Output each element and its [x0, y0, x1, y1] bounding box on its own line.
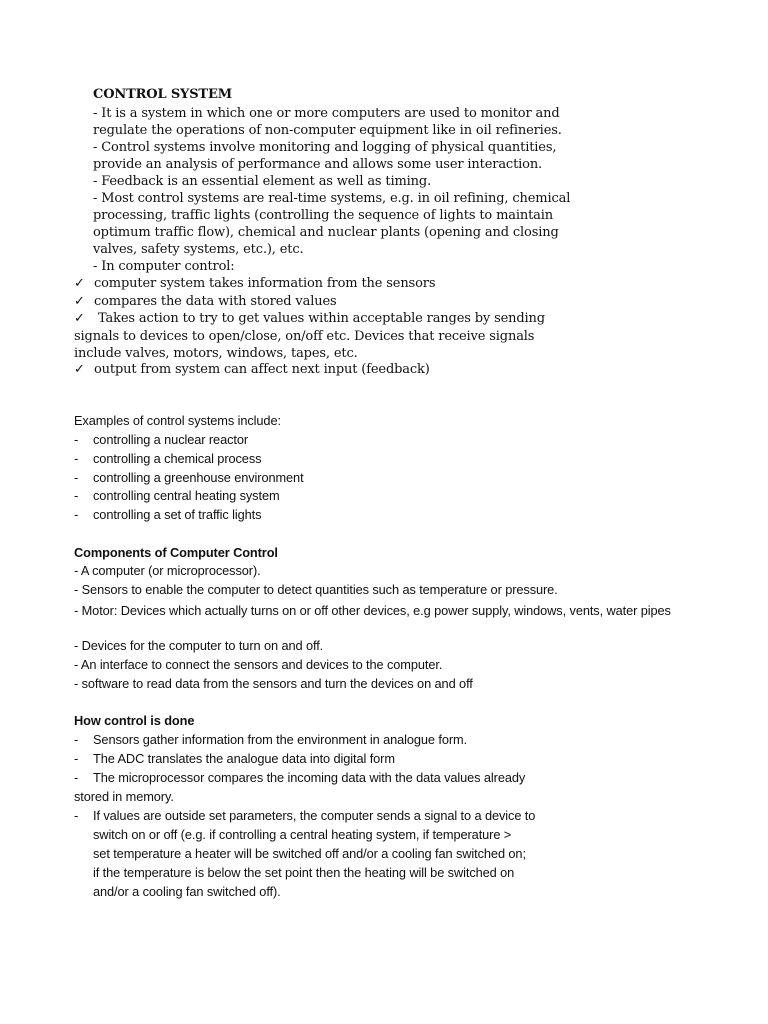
paragraph-feedback: - Feedback is an essential element as well as timing.: [93, 174, 432, 189]
paragraph-definition: - It is a system in which one or more computers are used to monitor and regulate the operations of non-computer equipment like in oil refineries.: [93, 106, 562, 138]
check-item: ✓ computer system takes information from the sensors: [74, 276, 436, 291]
list-item: - Sensors gather information from the environment in analogue form.: [74, 732, 468, 747]
list-item: - If values are outside set parameters, the computer sends a signal to a device to: [74, 808, 536, 823]
component-line: - An interface to connect the sensors and devices to the computer.: [74, 657, 443, 672]
component-line: - Devices for the computer to turn on and off.: [74, 638, 324, 653]
how-heading: How control is done: [74, 713, 195, 728]
list-item: - The microprocessor compares the incoming data with the data values already: [74, 770, 526, 785]
list-item-continuation: stored in memory.: [74, 789, 174, 804]
paragraph-monitoring: - Control systems involve monitoring and logging of physical quantities, provide an analysis of performance and allows some user interaction.: [93, 140, 557, 172]
list-item: - The ADC translates the analogue data into digital form: [74, 751, 395, 766]
list-item-continuation: and/or a cooling fan switched off).: [93, 884, 281, 899]
list-item-continuation: if the temperature is below the set point then the heating will be switched on: [93, 865, 515, 880]
section-title: CONTROL SYSTEM: [93, 87, 232, 102]
checkmark-icon: ✓: [74, 362, 85, 377]
list-item: - controlling a greenhouse environment: [74, 470, 304, 485]
components-heading: Components of Computer Control: [74, 545, 278, 560]
paragraph-real-time: - Most control systems are real-time systems, e.g. in oil refining, chemical processing, traffic lights (controlling the sequence of lights to maintain optimum traffic flow), chemical and nuclear plants (opening and closing valves, safety systems, etc.), etc.: [93, 191, 571, 257]
list-item: - controlling a chemical process: [74, 451, 262, 466]
list-item: - controlling a set of traffic lights: [74, 507, 262, 522]
component-line: - software to read data from the sensors and turn the devices on and off: [74, 676, 473, 691]
list-item-continuation: set temperature a heater will be switched off and/or a cooling fan switched on;: [93, 846, 526, 861]
paragraph-computer-control: - In computer control:: [93, 259, 235, 274]
checkmark-icon: ✓: [74, 294, 85, 309]
check-item: ✓ compares the data with stored values: [74, 294, 337, 309]
check-item: ✓ Takes action to try to get values within acceptable ranges by sending signals to devices to open/close, on/off etc. Devices that receive signals include valves, motors, windows, tapes, etc.: [74, 311, 545, 361]
checkmark-icon: ✓: [74, 276, 85, 291]
component-line: - A computer (or microprocessor).: [74, 563, 261, 578]
list-item: - controlling central heating system: [74, 488, 280, 503]
component-line: - Sensors to enable the computer to detect quantities such as temperature or pressure.: [74, 582, 558, 597]
component-line: - Motor: Devices which actually turns on or off other devices, e.g power supply, windows, vents, water pipes: [74, 603, 671, 618]
examples-intro: Examples of control systems include:: [74, 413, 281, 428]
check-item: ✓ output from system can affect next input (feedback): [74, 362, 430, 377]
list-item-continuation: switch on or off (e.g. if controlling a central heating system, if temperature >: [93, 827, 512, 842]
list-item: - controlling a nuclear reactor: [74, 432, 249, 447]
checkmark-icon: ✓: [74, 311, 85, 326]
